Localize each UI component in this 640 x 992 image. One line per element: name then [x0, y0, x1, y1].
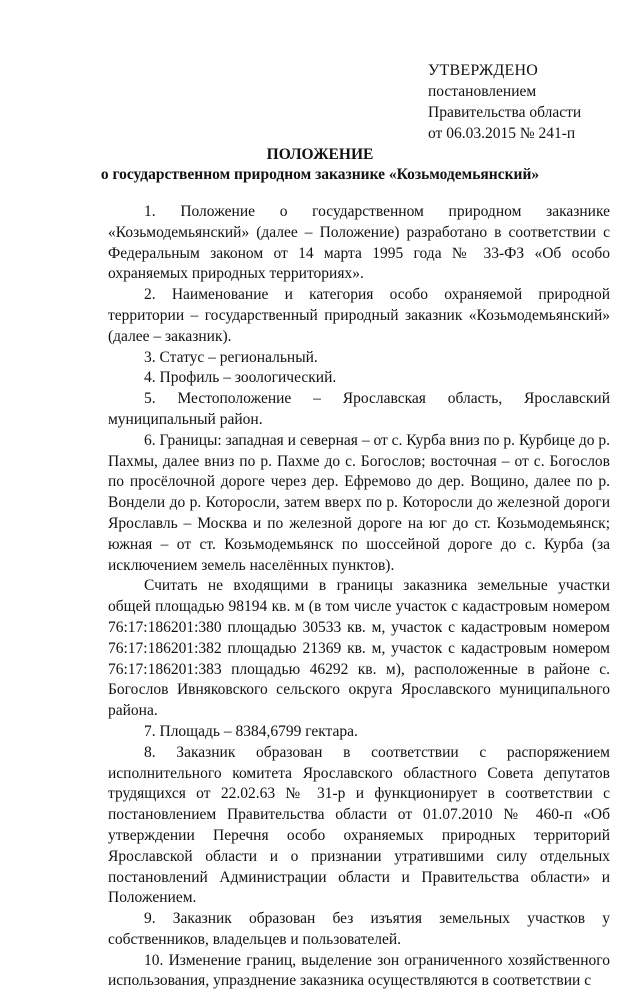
paragraph-1: 1. Положение о государственном природном заказнике «Козьмодемьянский» (далее – Положение) разработано в соответствии с Федеральным законом от 14 марта 1995 года № 33-ФЗ «Об особо охраняемых природных территориях».	[108, 203, 610, 283]
paragraph-2: 2. Наименование и категория особо охраняемой природной территории – государственный природный заказник «Козьмодемьянский» (далее – заказник).	[108, 286, 610, 345]
approval-line-1: постановлением	[428, 83, 537, 100]
document-title: ПОЛОЖЕНИЕ	[266, 146, 374, 163]
approval-line-3: от 06.03.2015 № 241-п	[428, 125, 576, 142]
paragraph-exclusions: Считать не входящими в границы заказника земельные участки общей площадью 98194 кв. м (в том числе участок с кадастровым номером 76:17:186201:380 площадью 30533 кв. м, участок с кадастровым номером 76:17:186201:382 площадью 21369 кв. м, участок с кадастровым номером 76:17:186201:383 площадью 46292 кв. м), расположенные в районе с. Богослов Ивняковского сельского округа Ярославского муниципального района.	[108, 577, 610, 720]
document-subtitle: о государственном природном заказнике «Козьмодемьянский»	[100, 166, 540, 183]
paragraph-3: 3. Статус – региональный.	[144, 348, 318, 366]
approval-stamp	[428, 60, 628, 144]
paragraph-10: 10. Изменение границ, выделение зон ограниченного хозяйственного использования, упразднение заказника осуществляются в соответствии с	[108, 951, 610, 990]
approval-line-2: Правительства области	[428, 104, 582, 121]
paragraph-5: 5. Местоположение – Ярославская область, Ярославский муниципальный район.	[108, 390, 610, 428]
paragraph-6: 6. Границы: западная и северная – от с. Курба вниз по р. Курбице до р. Пахмы, далее вниз по р. Пахме до с. Богослов; восточная – от с. Богослов по просёлочной дороге через дер. Ефремово до дер. Вощино, далее по р. Вондели до р. Которосли, затем вверх по р. Которосли до железной дороги Ярославль – Москва и по железной дороге на юг до ст. Козьмодемьянск; южная – от ст. Козьмодемьянск по шоссейной дороге до с. Курба (за исключением земель населённых пунктов).	[108, 431, 610, 574]
document-body	[108, 202, 610, 992]
paragraph-8: 8. Заказник образован в соответствии с распоряжением исполнительного комитета Ярославского областного Совета депутатов трудящихся от 22.02.63 № 31-р и функционирует в соответствии с постановлением Правительства области от 01.07.2010 № 460-п «Об утверждении Перечня особо охраняемых природных территорий Ярославской области и о признании утратившими силу отдельных постановлений Администрации области и Правительства области» и Положением.	[108, 743, 610, 907]
paragraph-9: 9. Заказник образован без изъятия земельных участков у собственников, владельцев и пользователей.	[108, 910, 610, 948]
approval-heading: УТВЕРЖДЕНО	[428, 62, 539, 79]
paragraph-7: 7. Площадь – 8384,6799 гектара.	[144, 722, 358, 740]
paragraph-4: 4. Профиль – зоологический.	[144, 369, 337, 387]
